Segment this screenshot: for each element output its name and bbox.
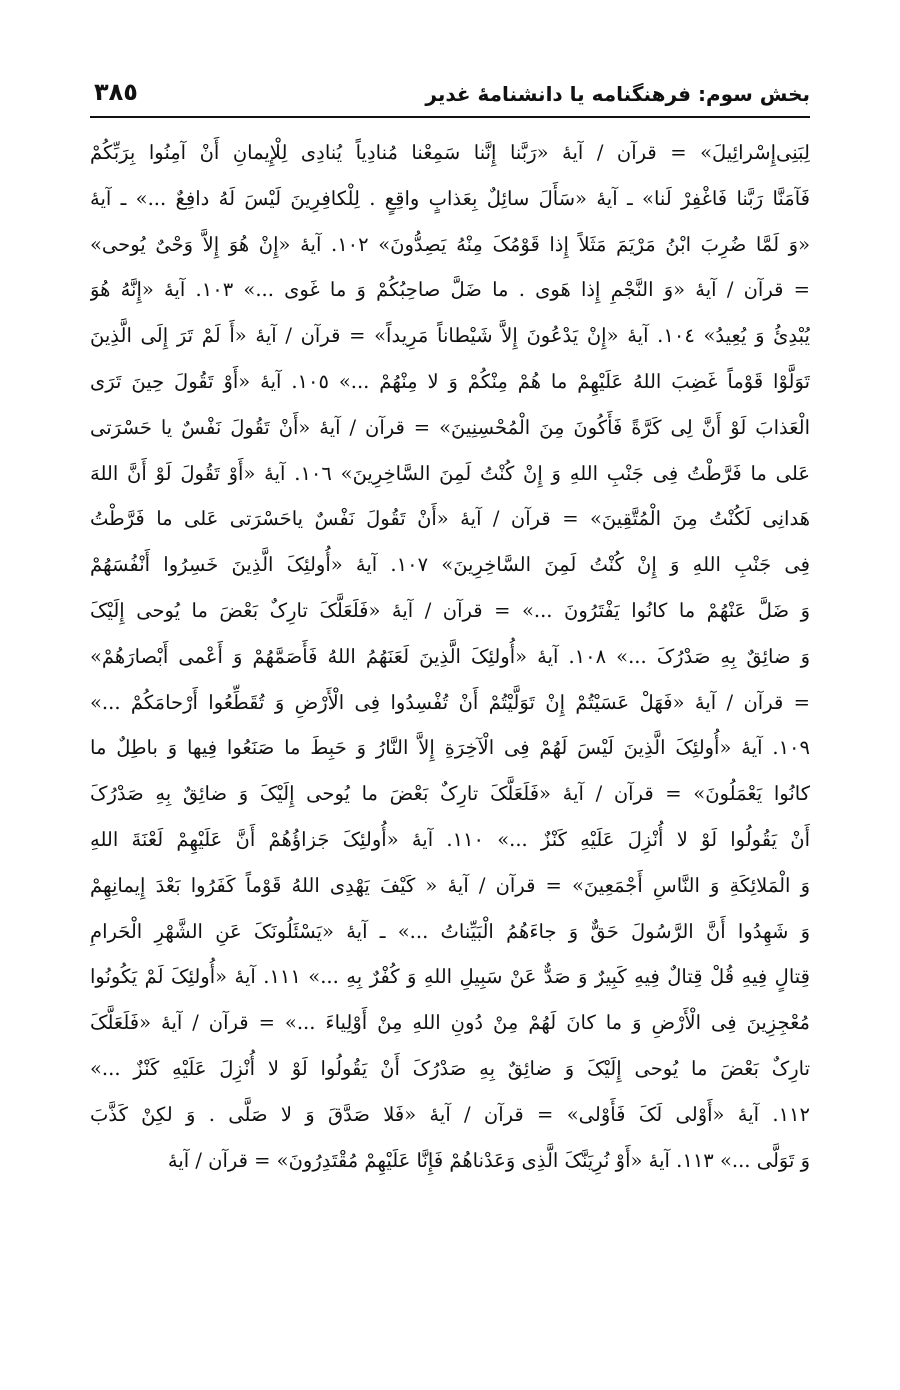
text-line: فِی جَنْبِ اللهِ وَ إِنْ کُنْتُ لَمِنَ السَّاخِرِینَ» ١٠٧. آیهٔ «أُولئِکَ الَّذِینَ خَسِرُوا أَنْفُسَهُمْ (90, 553, 810, 577)
text-line: الْعَذابَ لَوْ أَنَّ لِی کَرَّةً فَأَکُونَ مِنَ الْمُحْسِنِینَ» = قرآن / آیهٔ «أَنْ تَقُولَ نَفْسٌ یا حَسْرَتی (90, 415, 810, 439)
text-line: = قرآن / آیهٔ «فَهَلْ عَسَیْتُمْ إِنْ تَوَلَّیْتُمْ أَنْ تُفْسِدُوا فِی الْأَرْضِ وَ تُقَطِّعُوا أَرْحامَکُمْ ...» (90, 690, 810, 714)
text-line: وَ ضائِقٌ بِهِ صَدْرُکَ ...» ١٠٨. آیهٔ «أُولئِکَ الَّذِینَ لَعَنَهُمُ اللهُ فَأَصَمَّهُمْ وَ أَعْمی أَبْصارَهُمْ» (90, 644, 810, 668)
page-number: ٣٨٥ (94, 78, 138, 106)
text-line: تَوَلَّوْا قَوْماً غَضِبَ اللهُ عَلَیْهِمْ ما هُمْ مِنْکُمْ وَ لا مِنْهُمْ ...» ١٠٥. آیهٔ «أَوْ تَقُولَ حِینَ تَرَی (90, 369, 810, 393)
text-line: وَ الْمَلائِکَةِ وَ النَّاسِ أَجْمَعِینَ» = قرآن / آیهٔ « کَیْفَ یَهْدِی اللهُ قَوْماً کَفَرُوا بَعْدَ إِیمانِهِمْ (90, 873, 810, 897)
text-line: قِتالٍ فِیهِ قُلْ قِتالٌ فِیهِ کَبِیرٌ وَ صَدٌّ عَنْ سَبِیلِ اللهِ وَ کُفْرٌ بِهِ ...» ١١١. آیهٔ «أُولئِکَ لَمْ یَکُونُوا (90, 965, 810, 989)
text-line: تارِکٌ بَعْضَ ما یُوحی إِلَیْکَ وَ ضائِقٌ بِهِ صَدْرُکَ أَنْ یَقُولُوا لَوْ لا أُنْزِلَ عَلَیْهِ کَنْزٌ ...» (90, 1056, 810, 1080)
text-line: وَ شَهِدُوا أَنَّ الرَّسُولَ حَقٌّ وَ جاءَهُمُ الْبَیِّناتُ ...» ـ آیهٔ «یَسْئَلُونَکَ عَنِ الشَّهْرِ الْحَرامِ (90, 919, 810, 943)
text-line: = قرآن / آیهٔ «وَ النَّجْمِ إِذا هَوی . ما ضَلَّ صاحِبُکُمْ وَ ما غَوی ...» ١٠٣. آیهٔ «إِنَّهُ هُوَ (90, 278, 810, 302)
text-line: أَنْ یَقُولُوا لَوْ لا أُنْزِلَ عَلَیْهِ کَنْزٌ ...» ١١٠. آیهٔ «أُولئِکَ جَزاؤُهُمْ أَنَّ عَلَیْهِمْ لَعْنَةَ اللهِ (90, 827, 810, 851)
text-line: وَ تَوَلَّی ...» ١١٣. آیهٔ «أَوْ نُرِیَنَّکَ الَّذِی وَعَدْناهُمْ فَإِنَّا عَلَیْهِمْ مُقْتَدِرُونَ» = قرآن / آیهٔ (167, 1148, 810, 1172)
running-title: بخش سوم: فرهنگنامه یا دانشنامهٔ غدیر (425, 82, 810, 106)
text-line: ١٠٩. آیهٔ «أُولئِکَ الَّذِینَ لَیْسَ لَهُمْ فِی الْآخِرَةِ إِلاَّ النَّارُ وَ حَبِطَ ما صَنَعُوا فِیها وَ باطِلٌ ما (90, 736, 810, 760)
text-line: ١١٢. آیهٔ «أَوْلی لَکَ فَأَوْلی» = قرآن / آیهٔ «فَلا صَدَّقَ وَ لا صَلَّی . وَ لکِنْ کَذَّبَ (90, 1102, 810, 1126)
text-line: وَ ضَلَّ عَنْهُمْ ما کانُوا یَفْتَرُونَ ...» = قرآن / آیهٔ «فَلَعَلَّکَ تارِکٌ بَعْضَ ما یُوحی إِلَیْکَ (90, 598, 810, 622)
text-line: هَدانِی لَکُنْتُ مِنَ الْمُتَّقِینَ» = قرآن / آیهٔ «أَنْ تَقُولَ نَفْسٌ یاحَسْرَتی عَلی ما فَرَّطْتُ (90, 507, 810, 531)
page-header (90, 66, 810, 118)
text-line: یُبْدِئُ وَ یُعِیدُ» ١٠٤. آیهٔ «إِنْ یَدْعُونَ إِلاَّ شَیْطاناً مَرِیداً» = قرآن / آیهٔ «أَ لَمْ تَرَ إِلَی الَّذِینَ (90, 324, 810, 348)
text-line: «وَ لَمَّا ضُرِبَ ابْنُ مَرْیَمَ مَثَلاً إِذا قَوْمُکَ مِنْهُ یَصِدُّونَ» ١٠٢. آیهٔ «إِنْ هُوَ إِلاَّ وَحْیٌ یُوحی» (90, 232, 810, 256)
text-line: عَلی ما فَرَّطْتُ فِی جَنْبِ اللهِ وَ إِنْ کُنْتُ لَمِنَ السَّاخِرِینَ» ١٠٦. آیهٔ «أَوْ تَقُولَ لَوْ أَنَّ اللهَ (90, 461, 810, 485)
body-text (90, 130, 810, 1183)
text-line: لِبَنِی‌إِسْرائِیلَ» = قرآن / آیهٔ «رَبَّنا إِنَّنا سَمِعْنا مُنادِیاً یُنادِی لِلْإِیمانِ أَنْ آمِنُوا بِرَبِّکُمْ (90, 141, 810, 164)
text-line: کانُوا یَعْمَلُونَ» = قرآن / آیهٔ «فَلَعَلَّکَ تارِکٌ بَعْضَ ما یُوحی إِلَیْکَ وَ ضائِقٌ بِهِ صَدْرُکَ (90, 782, 810, 806)
text-line: فَآمَنَّا رَبَّنا فَاغْفِرْ لَنا» ـ آیهٔ «سَأَلَ سائِلٌ بِعَذابٍ واقِعٍ . لِلْکافِرِینَ لَیْسَ لَهُ دافِعٌ ...» ـ آیهٔ (90, 186, 810, 210)
text-line: مُعْجِزِینَ فِی الْأَرْضِ وَ ما کانَ لَهُمْ مِنْ دُونِ اللهِ مِنْ أَوْلِیاءَ ...» = قرآن / آیهٔ «فَلَعَلَّکَ (90, 1011, 810, 1035)
